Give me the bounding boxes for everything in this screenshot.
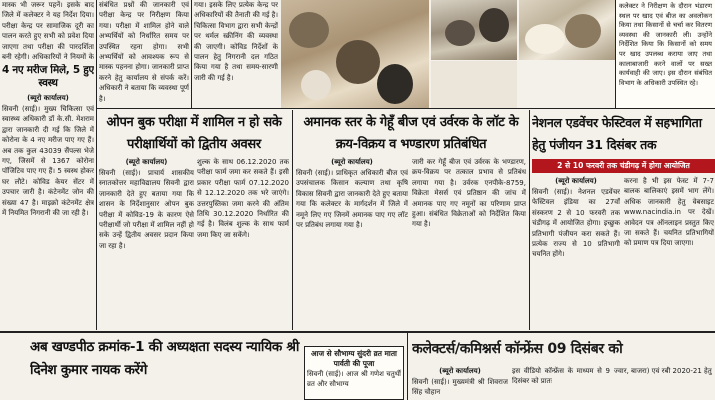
photo-store	[431, 0, 517, 60]
seed-dateline: (ब्यूरो कार्यालय)	[331, 158, 373, 166]
col1-body: सिवनी (साई)। मुख्य चिकित्सा एवं स्वास्थ्य अधिकारी डॉ के.सी. मेशराम द्वारा जानकारी दी गई कि जिले में कोरोना के 4 नए मरीज पाए गए हैं। अब तक कुल 43039 सैंपल्स भेजे गए, जिसमें से 1367 कोरोना पॉजिटिव पाए गए हैं। 5 स्वस्थ होकर घर लौटे। कोविड केयर सेंटर में उपचार जारी है। कंटेनमेंट जोन की संख्या 47 है। माइक्रो कंटेनमेंट क्षेत्र में नियमित निगरानी की जा रही है।	[2, 105, 94, 218]
column-rule	[96, 0, 97, 330]
bottom-col3: ज्वार, बाजरा) एवं रबी 2020-21 हेतु	[614, 367, 712, 375]
column-rule	[191, 0, 192, 108]
exam-story-col1: सिवनी (साई)। प्राचार्य शासकीय स्नातकोत्तर महाविद्यालय सिवनी द्वारा जानकारी देते हुए बताया गया कि शासन के निर्देशानुसार ओपन बुक परीक्षा में कोविड-19 के कारण ऐसे परीक्षार्थी जो परीक्षा में शामिल नहीं हो सके उन्हें द्वितीय अवसर प्रदान किया जा रहा है।	[99, 169, 194, 250]
headline-bench-chairman: अब खण्डपीठ क्रमांक-1 की अध्यक्षता सदस्य न्यायिक श्री दिनेश कुमार नायक करेंगे	[30, 339, 300, 378]
photo-inspection-crowd	[281, 0, 429, 108]
caption-box-left	[431, 61, 517, 108]
bottom-col1: सिवनी (साई)। मुख्यमंत्री श्री शिवराज सिंह चौहान	[412, 378, 508, 397]
column-rule	[292, 110, 293, 330]
col1-dateline: (ब्यूरो कार्यालय)	[27, 94, 69, 102]
bottom-dateline: (ब्यूरो कार्यालय)	[439, 367, 481, 375]
section-rule	[0, 331, 715, 333]
exam-story-col2: शुल्क के साथ 06.12.2020 तक परीक्षा फार्म जमा कर सकते हैं। इसी प्रकार परीक्षा फार्म 07.12.2020 से 12.12.2020 तक भरे जाएंगे। उत्तरपुस्तिका जमा करने की अंतिम तिथि 30.12.2020 निर्धारित की गई है। विलंब शुल्क के साथ फार्म जमा किए जा सकेंगे।	[197, 158, 289, 239]
headline-collectors-conference: कलेक्टर्स/कमिश्नर्स कॉन्फ्रेंस 09 दिसंबर को	[412, 341, 623, 357]
festival-banner: 2 से 10 फरवरी तक चंडीगढ़ में होगा आयोजित	[532, 159, 715, 173]
bottom-col2: इस वीडियो कॉन्फ्रेंस के माध्यम से 9 दिसंबर को प्रातः	[512, 367, 610, 386]
fest-dateline: (ब्यूरो कार्यालय)	[555, 177, 597, 185]
small-box-body: सिवनी (साई)। आज श्री गणेश चतुर्थी व्रत और सौभाग्य	[307, 370, 401, 389]
col1-top-text: मास्क भी जरूर पहनें। इसके बाद जिले में कलेक्टर ने यह निर्देश दिया। परीक्षा केन्द्र पर सामाजिक दूरी का पालन करते हुए सभी को प्रवेश दिया जाएगा तथा परीक्षा की पारदर्शिता बनी रहेगी। अधिकारियों ने नियमों के	[2, 1, 94, 62]
col3-text: गया। इसके लिए प्रत्येक केन्द्र पर अधिकारियों की तैनाती की गई है। चिकित्सा विभाग द्वारा सभी केन्द्रों पर थर्मल स्क्रीनिंग की व्यवस्था की जाएगी। कोविड निर्देशों के पालन हेतु निगरानी दल गठित किया गया है तथा समय-सारणी जारी की गई है।	[194, 1, 278, 82]
small-box	[304, 346, 404, 400]
fest-story-col1: सिवनी (साई)। नेशनल एडवेंचर फेस्टिवल इंडिया का 27वाँ संस्करण 2 से 10 फरवरी तक चंडीगढ़ में आयोजित होगा। इच्छुक प्रतिभागी पंजीयन करा सकते हैं। प्रत्येक राज्य से 10 प्रतिभागी चयनित होंगे।	[532, 188, 620, 259]
col2-text: संबंधित प्रश्नों की जानकारी एवं परीक्षा केन्द्र पर निरीक्षण किया गया। परीक्षा में शामिल होने वाले अभ्यर्थियों को निर्धारित समय पर उपस्थित रहना होगा। सभी अभ्यर्थियों को आवश्यक रूप से मास्क पहनना होगा। जानकारी प्राप्त करने हेतु कार्यालय से संपर्क करें। अधिकारी ने बताया कि व्यवस्था पूर्ण है।	[99, 1, 189, 103]
section-rule	[96, 108, 715, 109]
exam-dateline: (ब्यूरो कार्यालय)	[125, 158, 168, 166]
headline-substandard-seed: अमानक स्तर के गेहूँ बीज एवं उर्वरक के लॉट के क्रय-विक्रय व भण्डारण प्रतिबंधित	[303, 115, 519, 152]
headline-open-book-exam: ओपन बुक परीक्षा में शामिल न हो सके परीक्षार्थियों को द्वितीय अवसर	[106, 115, 282, 152]
seed-story-col1: सिवनी (साई)। प्राधिकृत अधिकारी बीज एवं उपसंचालक किसान कल्याण तथा कृषि विकास सिवनी द्वारा जानकारी देते हुए बताया गया कि कलेक्टर के मार्गदर्शन में जिले में नमूने लिए गए जिनमें अमानक पाए गए लॉट पर प्रतिबंध लगाया गया है।	[296, 169, 408, 230]
column-rule	[407, 333, 408, 400]
fest-story-col2: करना है भी इस फेस्ट में 7-7 बालक बालिकाएं इसमें भाग लेंगे। अधिक जानकारी हेतु वेबसाइट www.nacindia.in पर देखें। आवेदन पत्र ऑनलाइन प्रस्तुत किए जा सकते हैं। चयनित प्रतिभागियों को प्रमाण पत्र दिया जाएगा।	[624, 177, 714, 248]
inspection-caption: कलेक्टर ने निरीक्षण के दौरान भंडारण स्थल पर खाद एवं बीज का अवलोकन किया तथा किसानों से चर्चा कर वितरण व्यवस्था की जानकारी ली। उन्होंने निर्देशित किया कि किसानों को समय पर खाद उपलब्ध कराया जाए तथा कालाबाजारी करने वालों पर सख्त कार्यवाही की जाए। इस दौरान संबंधित विभाग के अधिकारी उपस्थित रहे।	[615, 0, 715, 108]
seed-story-col2: जारी कर गेहूँ बीज एवं उर्वरक के भण्डारण, क्रय-विक्रय पर तत्काल प्रभाव से प्रतिबंध लगाया गया है। उर्वरक एनपीके-8759, विक्रेता मेसर्स एवं प्रतिष्ठान की जांच में अमानक पाए गए नमूनों का परिणाम प्राप्त हुआ। संबंधित विक्रेताओं को निर्देशित किया गया है।	[412, 158, 526, 229]
column-rule	[529, 110, 530, 330]
photo-fertilizer-sacks	[519, 0, 615, 60]
col1-headline: 4 नए मरीज मिले, 5 हुए स्वस्थ	[2, 64, 94, 89]
headline-adventure-festival: नेशनल एडवेंचर फेस्टिवल में सहभागिता हेतु पंजीयन 31 दिसंबर तक	[532, 115, 702, 152]
small-box-title: आज से सौभाग्य सुंदरी व्रत माता पार्वती की पूजा	[311, 349, 397, 368]
